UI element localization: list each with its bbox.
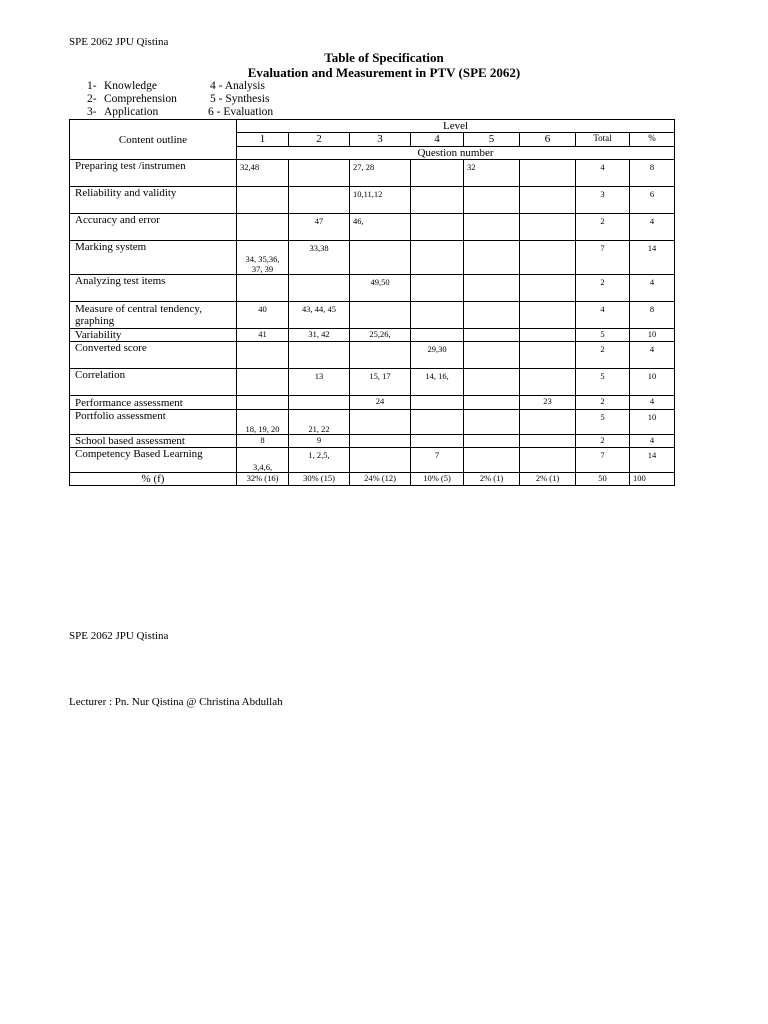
cell-level-2: 31, 42 xyxy=(289,329,350,342)
cell-level-3: 49,50 xyxy=(370,277,390,287)
cell-total: 2 xyxy=(576,435,630,448)
cell-level-6 xyxy=(520,448,575,450)
level-header: Level xyxy=(237,120,675,133)
row-topic: Accuracy and error xyxy=(70,214,237,241)
cell-level-6 xyxy=(520,241,575,243)
cell-level-6 xyxy=(520,342,575,344)
cell-total: 4 xyxy=(600,304,605,314)
cell-level-5 xyxy=(464,214,519,216)
page-header: SPE 2062 JPU Qistina xyxy=(69,36,169,48)
footer-level-1: 32% (16) xyxy=(237,473,289,486)
cell-level-3: 10,11,12 xyxy=(353,189,383,199)
table-footer-row xyxy=(70,473,675,486)
footer-total: 50 xyxy=(576,473,630,486)
cell-level-2 xyxy=(289,160,349,162)
cell-level-4 xyxy=(411,275,463,277)
cell-level-2: 13 xyxy=(314,371,324,381)
cell-level-2 xyxy=(289,275,349,277)
cell-level-3 xyxy=(350,410,410,412)
cell-level-3 xyxy=(350,342,410,344)
cell-level-5 xyxy=(464,329,520,342)
cell-level-6 xyxy=(520,410,575,412)
row-topic: Variability xyxy=(70,329,237,342)
table-row xyxy=(70,275,675,302)
cell-percent: 4 xyxy=(649,216,655,226)
content-outline-header: Content outline xyxy=(70,120,237,160)
cell-total: 3 xyxy=(600,189,605,199)
cell-level-5 xyxy=(464,369,519,371)
cell-total: 2 xyxy=(600,216,605,226)
cell-level-1 xyxy=(237,214,288,216)
cell-level-2: 1, 2,5, xyxy=(308,450,330,460)
cell-level-3: 27, 28 xyxy=(353,162,375,172)
legend-label: Comprehension xyxy=(104,93,177,105)
cell-level-2: 21, 22 xyxy=(308,424,330,434)
cell-level-2 xyxy=(289,187,349,189)
footer-level-2: 30% (15) xyxy=(289,473,350,486)
level-5-header: 5 xyxy=(464,133,520,147)
cell-total: 4 xyxy=(600,162,605,172)
table-row xyxy=(70,187,675,214)
cell-level-1: 34, 35,36, xyxy=(245,254,280,264)
cell-level-4 xyxy=(411,329,464,342)
cell-percent: 4 xyxy=(630,435,675,448)
cell-level-5 xyxy=(464,435,520,448)
legend-label-right: 6 - Evaluation xyxy=(208,106,274,118)
cell-percent: 10 xyxy=(647,412,657,422)
cell-level-6 xyxy=(520,369,575,371)
footer-level-4: 10% (5) xyxy=(411,473,464,486)
table-row xyxy=(70,160,675,187)
cell-level-1: 8 xyxy=(237,435,289,448)
table-row xyxy=(70,410,675,435)
cell-level-6 xyxy=(520,329,576,342)
legend-label-right: 5 - Synthesis xyxy=(210,93,270,105)
cell-level-1 xyxy=(237,396,289,410)
cell-level-6 xyxy=(520,160,575,162)
footer-level-6: 2% (1) xyxy=(520,473,576,486)
cell-level-4: 29,30 xyxy=(427,344,447,354)
cell-percent: 6 xyxy=(649,189,655,199)
cell-level-3: 46, xyxy=(353,216,364,226)
cell-level-1: 40 xyxy=(258,304,267,314)
cell-level-4 xyxy=(411,160,463,162)
cell-level-3 xyxy=(350,241,410,243)
cell-level-4 xyxy=(411,435,464,448)
legend-label: Knowledge xyxy=(104,80,158,92)
document-title: Table of Specification xyxy=(324,50,444,65)
cell-total: 2 xyxy=(600,344,605,354)
legend-num: 3- xyxy=(87,106,97,118)
cell-level-1: 18, 19, 20 xyxy=(245,424,280,434)
cell-level-2: 47 xyxy=(314,216,324,226)
level-2-header: 2 xyxy=(289,133,350,147)
cell-level-1: 41 xyxy=(237,329,289,342)
cell-percent: 8 xyxy=(649,304,655,314)
cell-level-4 xyxy=(411,187,463,189)
level-4-header: 4 xyxy=(411,133,464,147)
cell-percent: 4 xyxy=(649,344,655,354)
cell-level-4 xyxy=(411,214,463,216)
cell-total: 5 xyxy=(600,412,605,422)
cell-percent: 4 xyxy=(649,277,655,287)
cell-level-4: 14, 16, xyxy=(425,371,449,381)
cell-level-3 xyxy=(350,302,410,304)
cell-total: 2 xyxy=(600,277,605,287)
table-row xyxy=(70,435,675,448)
row-topic: Portfolio assessment xyxy=(70,410,237,435)
cell-level-5 xyxy=(464,448,519,450)
cell-level-5 xyxy=(464,275,519,277)
cell-level-3 xyxy=(350,435,411,448)
footer-percent: 100 xyxy=(630,473,675,486)
legend-num: 2- xyxy=(87,93,97,105)
row-topic: Measure of central tendency, xyxy=(75,303,202,315)
cell-level-5 xyxy=(464,396,520,410)
level-6-header: 6 xyxy=(520,133,576,147)
cell-percent: 10 xyxy=(630,329,675,342)
row-topic: Reliability and validity xyxy=(70,187,237,214)
table-row xyxy=(70,302,675,329)
cell-level-6: 23 xyxy=(520,396,576,410)
table-row xyxy=(70,369,675,396)
cell-percent: 14 xyxy=(647,450,657,460)
lecturer-line: Lecturer : Pn. Nur Qistina @ Christina Abdullah xyxy=(69,696,283,708)
cell-level-3 xyxy=(350,448,410,450)
cell-level-1 xyxy=(237,369,288,371)
page-header-repeat: SPE 2062 JPU Qistina xyxy=(69,630,169,642)
specification-table xyxy=(69,119,675,486)
cell-level-5 xyxy=(464,302,519,304)
cell-level-3: 25,26, xyxy=(350,329,411,342)
cell-percent: 14 xyxy=(647,243,657,253)
cell-level-1 xyxy=(237,187,288,189)
table-row xyxy=(70,342,675,369)
cell-level-4 xyxy=(411,410,463,412)
footer-level-3: 24% (12) xyxy=(350,473,411,486)
cell-level-5 xyxy=(464,187,519,189)
cell-total: 2 xyxy=(576,396,630,410)
table-row xyxy=(70,329,675,342)
cell-level-3: 15, 17 xyxy=(369,371,391,381)
cell-percent: 8 xyxy=(649,162,655,172)
cell-total: 5 xyxy=(576,329,630,342)
cell-percent: 4 xyxy=(630,396,675,410)
cell-level-1-cont: 37, 39 xyxy=(251,264,274,274)
row-topic: Analyzing test items xyxy=(70,275,237,302)
cell-level-2 xyxy=(289,396,350,410)
level-1-header: 1 xyxy=(237,133,289,147)
table-row xyxy=(70,396,675,410)
row-topic: Preparing test /instrumen xyxy=(70,160,237,187)
cell-level-5 xyxy=(464,241,519,243)
row-topic: School based assessment xyxy=(70,435,237,448)
cell-level-6 xyxy=(520,435,576,448)
cell-level-1: 32,48 xyxy=(240,162,260,172)
cell-level-1 xyxy=(237,342,288,344)
cell-level-5 xyxy=(464,410,519,412)
total-header: Total xyxy=(576,133,630,147)
row-topic-cont: graphing xyxy=(75,315,115,327)
legend-label: Application xyxy=(104,106,159,118)
cell-total: 7 xyxy=(600,450,605,460)
table-row xyxy=(70,214,675,241)
cell-level-6 xyxy=(520,275,575,277)
cell-level-6 xyxy=(520,187,575,189)
document-subtitle: Evaluation and Measurement in PTV (SPE 2062) xyxy=(247,65,521,80)
footer-level-5: 2% (1) xyxy=(464,473,520,486)
legend-label-right: 4 - Analysis xyxy=(210,80,265,92)
cell-level-6 xyxy=(520,302,575,304)
row-topic: Marking system xyxy=(70,241,237,275)
cell-level-4 xyxy=(411,241,463,243)
cell-level-2: 9 xyxy=(289,435,350,448)
cell-level-5 xyxy=(464,342,519,344)
table-row xyxy=(70,241,675,275)
percent-header: % xyxy=(630,133,675,147)
cell-level-6 xyxy=(520,214,575,216)
cell-total: 5 xyxy=(600,371,605,381)
cell-percent: 10 xyxy=(647,371,657,381)
cell-level-4 xyxy=(411,396,464,410)
row-topic: Competency Based Learning xyxy=(70,448,237,473)
cell-level-3: 24 xyxy=(350,396,411,410)
cell-level-4: 7 xyxy=(434,450,440,460)
footer-label: % (f) xyxy=(70,473,237,486)
cell-level-2 xyxy=(289,342,349,344)
level-3-header: 3 xyxy=(350,133,411,147)
cell-total: 7 xyxy=(600,243,605,253)
row-topic: Correlation xyxy=(70,369,237,396)
cell-level-1 xyxy=(237,275,288,277)
row-topic: Performance assessment xyxy=(70,396,237,410)
row-topic: Converted score xyxy=(70,342,237,369)
cell-level-4 xyxy=(411,302,463,304)
cell-level-2: 33,38 xyxy=(309,243,329,253)
cell-level-5: 32 xyxy=(467,162,476,172)
question-number-header: Question number xyxy=(237,147,675,160)
cell-level-1: 3,4,6, xyxy=(252,462,273,472)
table-row xyxy=(70,448,675,473)
legend-num: 1- xyxy=(87,80,97,92)
cell-level-2: 43, 44, 45 xyxy=(302,304,336,314)
